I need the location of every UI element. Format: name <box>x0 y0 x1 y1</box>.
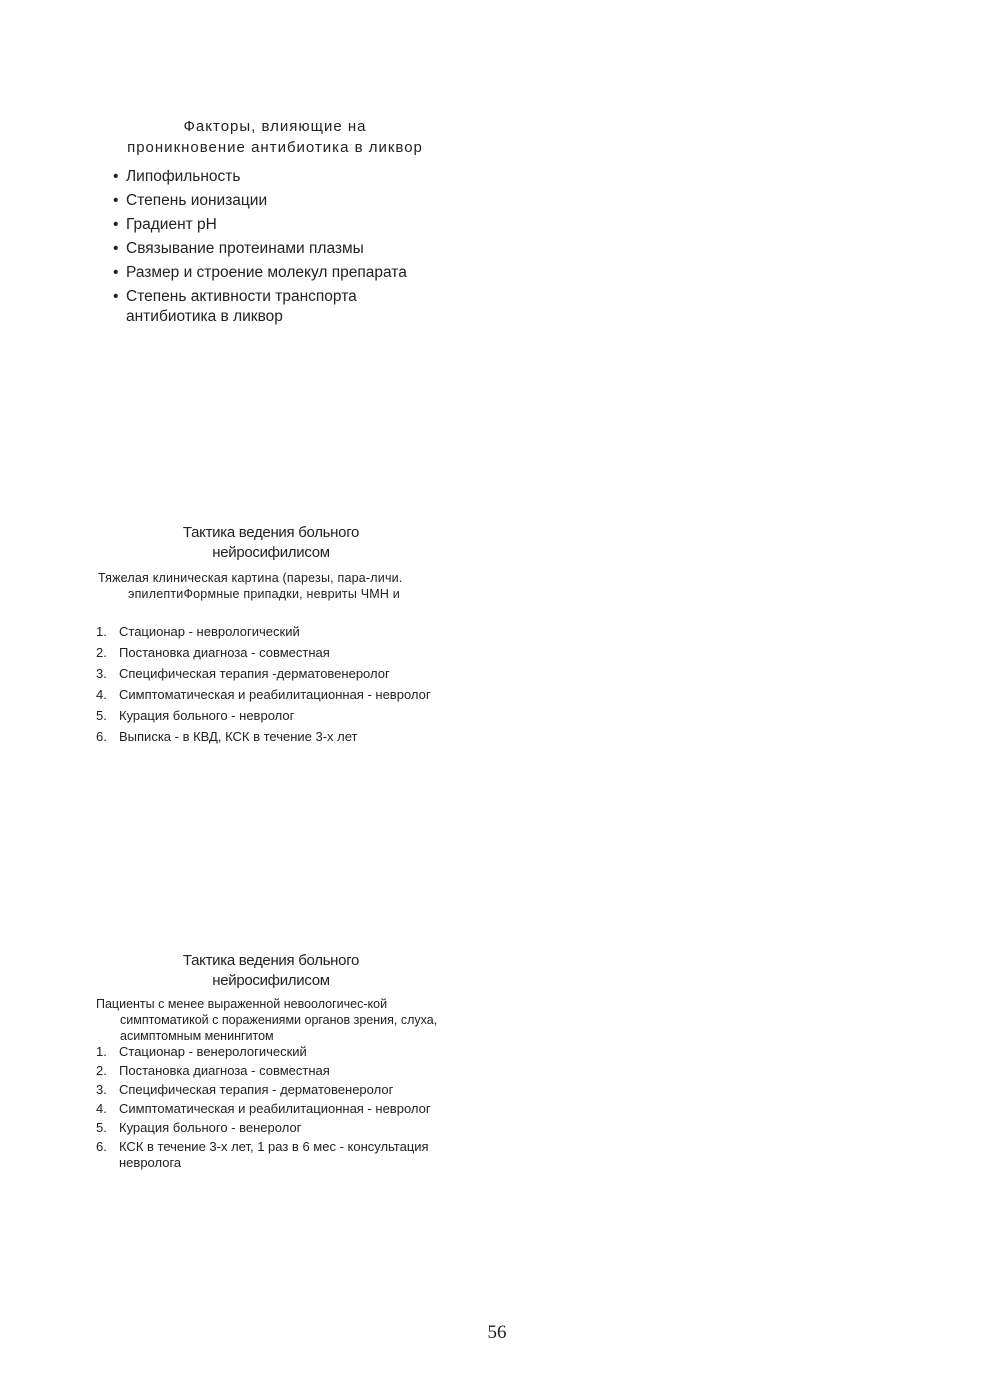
list-item <box>96 645 446 661</box>
item-text: Стационар - венерологический <box>119 1044 307 1059</box>
numbered-list <box>96 624 446 745</box>
item-number: 5. <box>96 708 107 723</box>
item-text: Симптоматическая и реабилитационная - невролог <box>119 687 431 702</box>
title-line-1: Тактика ведения больного <box>182 952 360 969</box>
list-item <box>96 1063 446 1079</box>
item-number: 1. <box>96 624 107 639</box>
numbered-list <box>96 1044 446 1171</box>
bullet-list <box>100 167 450 327</box>
list-item <box>96 1139 446 1171</box>
list-item <box>96 729 446 745</box>
item-text: Постановка диагноза - совместная <box>119 1063 330 1078</box>
page-number: 56 <box>487 1322 507 1343</box>
list-item <box>96 1101 446 1117</box>
item-text: Курация больного - венеролог <box>119 1120 302 1135</box>
item-text: Специфическая терапия -дерматовенеролог <box>119 666 390 681</box>
list-item: • Липофильность <box>100 167 450 187</box>
list-item <box>96 687 446 703</box>
list-item <box>96 1044 446 1060</box>
list-item <box>96 624 446 640</box>
slide-intro: Пациенты с менее выраженной невоологичес-кой симптоматикой с поражениями органов зрения, слуха, асимптомным менингитом <box>96 997 438 1043</box>
list-item: • Размер и строение молекул препарата <box>100 263 450 283</box>
item-text: Симптоматическая и реабилитационная - невролог <box>119 1101 431 1116</box>
list-item <box>96 1120 446 1136</box>
item-number: 3. <box>96 666 107 681</box>
item-text: Постановка диагноза - совместная <box>119 645 330 660</box>
item-number: 6. <box>96 729 107 744</box>
title-line-1: Тактика ведения больного <box>182 524 360 541</box>
item-number: 5. <box>96 1120 107 1135</box>
title-line-2: нейросифилисом <box>212 972 330 989</box>
item-number: 4. <box>96 687 107 702</box>
slide-title <box>100 116 450 158</box>
item-number: 1. <box>96 1044 107 1059</box>
title-line-1: Факторы, влияющие на <box>183 118 367 135</box>
title-line-2: проникновение антибиотика в ликвор <box>127 139 423 156</box>
list-item: • Градиент pH <box>100 215 450 235</box>
item-number: 2. <box>96 1063 107 1078</box>
list-item: • Степень активности транспорта антибиотика в ликвор <box>100 287 450 327</box>
item-text: КСК в течение 3-х лет, 1 раз в 6 мес - консультация невролога <box>119 1139 429 1170</box>
list-item: • Степень ионизации <box>100 191 450 211</box>
list-item <box>96 666 446 682</box>
item-text: Стационар - неврологический <box>119 624 300 639</box>
title-line-2: нейросифилисом <box>212 544 330 561</box>
item-text: Специфическая терапия - дерматовенеролог <box>119 1082 394 1097</box>
list-item <box>96 1082 446 1098</box>
item-number: 6. <box>96 1139 107 1154</box>
item-number: 4. <box>96 1101 107 1116</box>
item-text: Выписка - в КВД, КСК в течение 3-х лет <box>119 729 358 744</box>
slide-tactics-mild <box>96 951 446 1174</box>
slide-factors <box>100 116 450 331</box>
item-number: 3. <box>96 1082 107 1097</box>
slide-title <box>96 523 446 563</box>
slide-tactics-severe <box>96 523 446 750</box>
item-text: Курация больного - невролог <box>119 708 295 723</box>
list-item: • Связывание протеинами плазмы <box>100 239 450 259</box>
slide-title <box>96 951 446 991</box>
item-number: 2. <box>96 645 107 660</box>
slide-intro: Тяжелая клиническая картина (парезы, пара-личи. эпилептиФормные припадки, невриты ЧМН и <box>98 571 403 601</box>
list-item <box>96 708 446 724</box>
